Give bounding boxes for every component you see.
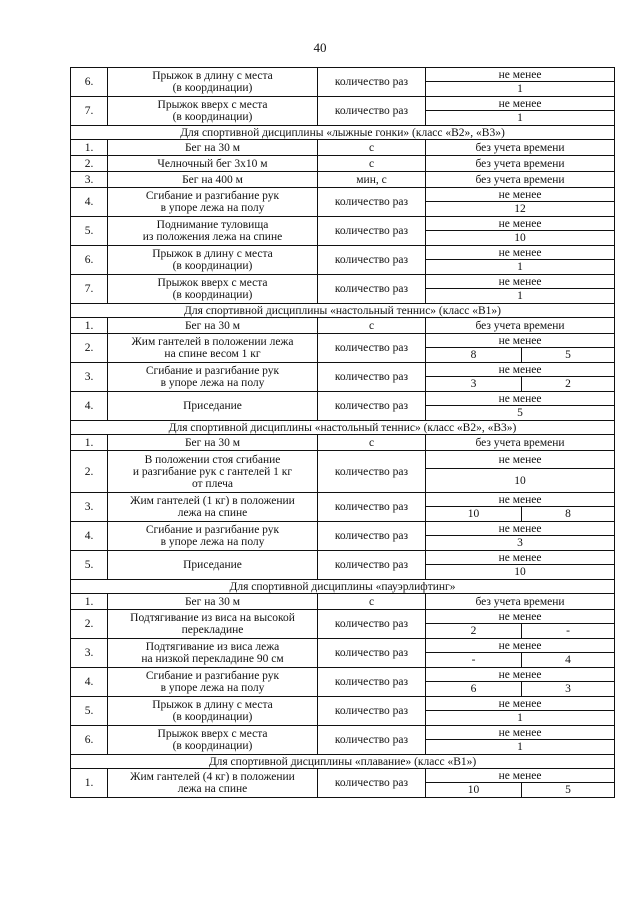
exercise-name-line: в упоре лежа на полу — [160, 682, 265, 694]
unit: количество раз — [318, 97, 426, 126]
exercise-name-line: в упоре лежа на полу — [160, 202, 265, 214]
exercise-name: Бег на 30 м — [108, 140, 318, 156]
exercise-name-line: Сгибание и разгибание рук — [145, 524, 280, 536]
row-number: 3. — [71, 363, 108, 392]
exercise-name — [108, 522, 318, 551]
unit: количество раз — [318, 188, 426, 217]
exercise-name — [108, 97, 318, 126]
exercise-name-line: (в координации) — [172, 260, 253, 272]
exercise-name: Бег на 400 м — [108, 172, 318, 188]
row-number: 1. — [71, 435, 108, 451]
exercise-name — [108, 392, 318, 421]
table-row — [71, 334, 615, 348]
requirement-label: не менее — [426, 522, 615, 536]
exercise-name — [108, 639, 318, 668]
requirement-label: не менее — [426, 493, 615, 507]
requirement: без учета времени — [426, 140, 615, 156]
exercise-name — [108, 668, 318, 697]
exercise-name-line: на спине весом 1 кг — [164, 348, 261, 360]
exercise-name-line: (в координации) — [172, 82, 253, 94]
exercise-name-line: перекладине — [181, 624, 244, 636]
row-number: 1. — [71, 769, 108, 798]
unit: количество раз — [318, 392, 426, 421]
unit: с — [318, 156, 426, 172]
table-row — [71, 697, 615, 711]
row-number: 2. — [71, 451, 108, 493]
exercise-name-line: Поднимание туловища — [156, 219, 269, 231]
value: 10 — [426, 565, 615, 580]
value-female: 5 — [522, 348, 615, 363]
table-row — [71, 188, 615, 202]
value-male: 2 — [426, 624, 522, 639]
unit: мин, с — [318, 172, 426, 188]
requirement-label: не менее — [426, 551, 615, 565]
value: 1 — [426, 111, 615, 126]
requirement-label: не менее — [426, 392, 615, 406]
unit: количество раз — [318, 610, 426, 639]
value-female: 4 — [522, 653, 615, 668]
unit: количество раз — [318, 639, 426, 668]
table-row — [71, 156, 615, 172]
unit: количество раз — [318, 217, 426, 246]
requirement: без учета времени — [426, 318, 615, 334]
unit: количество раз — [318, 668, 426, 697]
table-row — [71, 726, 615, 740]
section-row — [71, 304, 615, 318]
row-number: 4. — [71, 522, 108, 551]
row-number: 4. — [71, 188, 108, 217]
requirement: без учета времени — [426, 435, 615, 451]
row-number: 7. — [71, 97, 108, 126]
unit: количество раз — [318, 493, 426, 522]
exercise-name — [108, 275, 318, 304]
row-number: 3. — [71, 639, 108, 668]
value: 1 — [426, 740, 615, 755]
exercise-name-line: Подтягивание из виса на высокой — [130, 612, 295, 624]
exercise-name — [108, 334, 318, 363]
row-number: 1. — [71, 594, 108, 610]
exercise-name-line: Сгибание и разгибание рук — [145, 670, 280, 682]
value: 3 — [426, 536, 615, 551]
value: 10 — [426, 231, 615, 246]
section-row — [71, 126, 615, 140]
table-row — [71, 493, 615, 507]
exercise-name-line: (в координации) — [172, 740, 253, 752]
value: 1 — [426, 289, 615, 304]
exercise-name-line: Прыжок вверх с места — [157, 99, 268, 111]
unit: количество раз — [318, 68, 426, 97]
exercise-name-line: и разгибание рук с гантелей 1 кг — [132, 465, 293, 478]
unit: количество раз — [318, 697, 426, 726]
value-male: 6 — [426, 682, 522, 697]
exercise-name: Бег на 30 м — [108, 435, 318, 451]
requirement-label: не менее — [426, 246, 615, 260]
requirement-label: не менее — [426, 275, 615, 289]
row-number: 2. — [71, 156, 108, 172]
value: 1 — [426, 260, 615, 275]
exercise-name: Бег на 30 м — [108, 594, 318, 610]
requirement-label: не менее — [426, 68, 615, 82]
value: 12 — [426, 202, 615, 217]
exercise-name — [108, 493, 318, 522]
section-row — [71, 421, 615, 435]
table-row — [71, 318, 615, 334]
exercise-name-line: Подтягивание из виса лежа — [145, 641, 280, 653]
exercise-name-line: Сгибание и разгибание рук — [145, 365, 280, 377]
exercise-name-line: Прыжок в длину с места — [152, 248, 273, 260]
requirement-label: не менее — [426, 97, 615, 111]
table-row — [71, 275, 615, 289]
exercise-name-line: лежа на спине — [177, 783, 248, 795]
unit: количество раз — [318, 769, 426, 798]
row-number: 6. — [71, 246, 108, 275]
exercise-name-line: Жим гантелей (1 кг) в положении — [130, 495, 295, 507]
unit: количество раз — [318, 275, 426, 304]
exercise-name-line: от плеча — [191, 477, 234, 490]
unit: количество раз — [318, 363, 426, 392]
row-number: 5. — [71, 217, 108, 246]
row-number: 6. — [71, 68, 108, 97]
requirement-label: не менее — [426, 639, 615, 653]
row-number: 5. — [71, 697, 108, 726]
table-row — [71, 392, 615, 406]
unit: с — [318, 140, 426, 156]
table-row — [71, 246, 615, 260]
requirement-label: не менее — [426, 697, 615, 711]
row-number: 5. — [71, 551, 108, 580]
exercise-name-line: В положении стоя сгибание — [144, 453, 281, 466]
exercise-name-line: Сгибание и разгибание рук — [145, 190, 280, 202]
page-number: 40 — [313, 40, 327, 55]
row-number: 1. — [71, 140, 108, 156]
row-number: 1. — [71, 318, 108, 334]
requirement-label: не менее — [426, 334, 615, 348]
exercise-name — [108, 188, 318, 217]
section-title: Для спортивной дисциплины «настольный теннис» (класс «В1») — [71, 304, 615, 318]
table-row — [71, 769, 615, 783]
unit: количество раз — [318, 522, 426, 551]
exercise-name-line: Приседание — [183, 559, 242, 571]
unit: количество раз — [318, 246, 426, 275]
exercise-name-line: (в координации) — [172, 711, 253, 723]
table-row — [71, 363, 615, 377]
exercise-name — [108, 217, 318, 246]
table-row — [71, 551, 615, 565]
value-male: 10 — [426, 783, 522, 798]
exercise-name — [108, 551, 318, 580]
value-male: 10 — [426, 507, 522, 522]
row-number: 2. — [71, 334, 108, 363]
row-number: 4. — [71, 392, 108, 421]
exercise-name-line: в упоре лежа на полу — [160, 536, 265, 548]
exercise-name-line: из положения лежа на спине — [142, 231, 283, 243]
table-row — [71, 451, 615, 469]
table-row — [71, 217, 615, 231]
table-row — [71, 594, 615, 610]
requirement-label: не менее — [426, 188, 615, 202]
requirement: без учета времени — [426, 172, 615, 188]
exercise-name — [108, 697, 318, 726]
exercise-name-line: Жим гантелей в положении лежа — [131, 336, 294, 348]
row-number: 6. — [71, 726, 108, 755]
exercise-name-line: (в координации) — [172, 289, 253, 301]
requirement-label: не менее — [426, 726, 615, 740]
exercise-name-line: Жим гантелей (4 кг) в положении — [130, 771, 295, 783]
unit: с — [318, 435, 426, 451]
exercise-name-line: Прыжок вверх с места — [157, 728, 268, 740]
value-female: 3 — [522, 682, 615, 697]
section-row — [71, 580, 615, 594]
section-title: Для спортивной дисциплины «плавание» (класс «В1») — [71, 755, 615, 769]
table-row — [71, 639, 615, 653]
exercise-name-line: (в координации) — [172, 111, 253, 123]
exercise-name — [108, 610, 318, 639]
table-row — [71, 172, 615, 188]
value-male: - — [426, 653, 522, 668]
requirement: без учета времени — [426, 156, 615, 172]
exercise-name — [108, 68, 318, 97]
section-title: Для спортивной дисциплины «пауэрлифтинг» — [71, 580, 615, 594]
unit: количество раз — [318, 451, 426, 493]
requirement-label: не менее — [426, 769, 615, 783]
row-number: 4. — [71, 668, 108, 697]
unit: количество раз — [318, 334, 426, 363]
exercise-name — [108, 246, 318, 275]
table-row — [71, 140, 615, 156]
exercise-name-line: в упоре лежа на полу — [160, 377, 265, 389]
table-row — [71, 97, 615, 111]
table-row — [71, 610, 615, 624]
value: 1 — [426, 711, 615, 726]
value-female: - — [522, 624, 615, 639]
table-row — [71, 68, 615, 82]
section-title: Для спортивной дисциплины «настольный теннис» (класс «В2», «В3») — [71, 421, 615, 435]
exercise-name — [108, 363, 318, 392]
requirement-label: не менее — [426, 217, 615, 231]
value-male: 8 — [426, 348, 522, 363]
value-female: 5 — [522, 783, 615, 798]
table-row — [71, 668, 615, 682]
exercise-name — [108, 769, 318, 798]
row-number: 7. — [71, 275, 108, 304]
requirement-label: не менее — [426, 451, 615, 469]
unit: количество раз — [318, 551, 426, 580]
value: 1 — [426, 82, 615, 97]
requirement-label: не менее — [426, 668, 615, 682]
exercise-name-line: лежа на спине — [177, 507, 248, 519]
requirement-label: не менее — [426, 610, 615, 624]
value: 10 — [426, 469, 615, 493]
unit: с — [318, 318, 426, 334]
requirement: без учета времени — [426, 594, 615, 610]
value-male: 3 — [426, 377, 522, 392]
requirement-label: не менее — [426, 363, 615, 377]
row-number: 3. — [71, 172, 108, 188]
exercise-name — [108, 726, 318, 755]
row-number: 3. — [71, 493, 108, 522]
exercise-name: Бег на 30 м — [108, 318, 318, 334]
section-title: Для спортивной дисциплины «лыжные гонки» (класс «В2», «В3») — [71, 126, 615, 140]
exercise-name: Челночный бег 3х10 м — [108, 156, 318, 172]
norms-table — [70, 67, 615, 798]
exercise-name-line: Прыжок вверх с места — [157, 277, 268, 289]
value-female: 8 — [522, 507, 615, 522]
row-number: 2. — [71, 610, 108, 639]
value-female: 2 — [522, 377, 615, 392]
section-row — [71, 755, 615, 769]
unit: количество раз — [318, 726, 426, 755]
exercise-name-line: на низкой перекладине 90 см — [141, 653, 284, 665]
table-row — [71, 522, 615, 536]
exercise-name-line: Прыжок в длину с места — [152, 70, 273, 82]
value: 5 — [426, 406, 615, 421]
exercise-name-line: Прыжок в длину с места — [152, 699, 273, 711]
exercise-name-line: Приседание — [183, 400, 242, 412]
unit: с — [318, 594, 426, 610]
exercise-name — [108, 451, 318, 493]
table-row — [71, 435, 615, 451]
